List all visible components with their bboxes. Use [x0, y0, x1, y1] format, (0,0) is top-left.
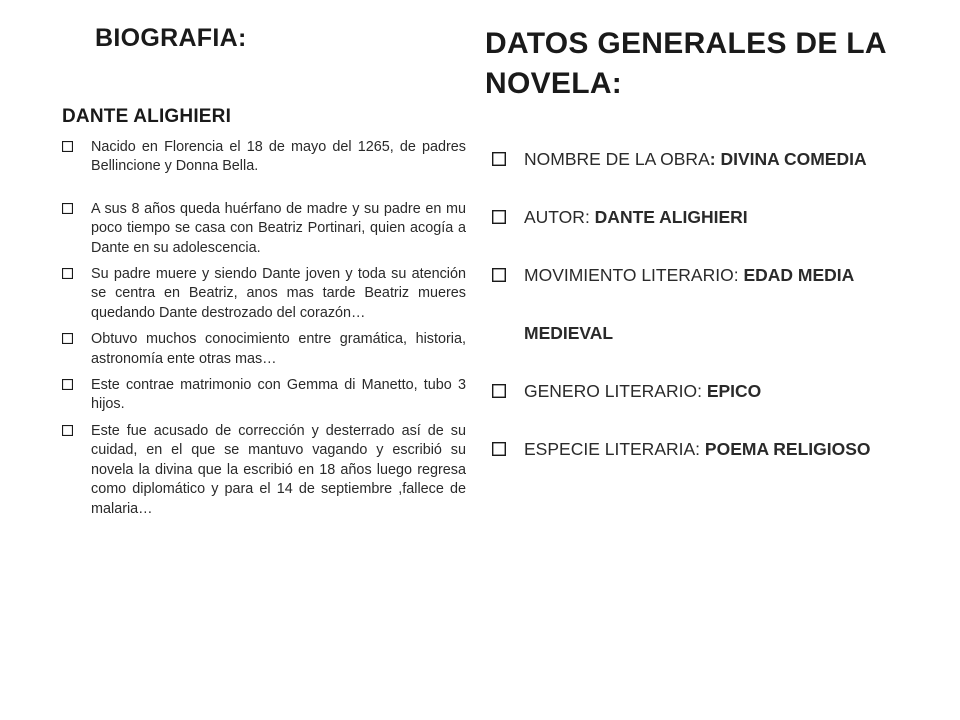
- checkbox-icon: [62, 425, 73, 436]
- biography-item-text: Este contrae matrimonio con Gemma di Manetto, tubo 3 hijos.: [91, 377, 466, 413]
- data-label: NOMBRE DE LA OBRA: [524, 149, 710, 169]
- biography-item: [62, 330, 466, 369]
- subject-name: DANTE ALIGHIERI: [62, 106, 232, 127]
- data-value: EDAD MEDIA MEDIEVAL: [524, 265, 854, 343]
- checkbox-icon: [62, 268, 73, 279]
- general-data-item: [490, 130, 930, 188]
- checkbox-icon: [492, 210, 506, 224]
- biography-item: [62, 376, 466, 415]
- biography-item: [62, 138, 466, 177]
- data-label: AUTOR: [524, 207, 585, 227]
- general-data-item: [490, 362, 930, 420]
- biography-title: BIOGRAFIA:: [95, 24, 247, 52]
- checkbox-icon: [62, 141, 73, 152]
- biography-item: [62, 200, 466, 258]
- checkbox-icon: [62, 379, 73, 390]
- data-label: MOVIMIENTO LITERARIO: [524, 265, 734, 285]
- checkbox-icon: [492, 268, 506, 282]
- biography-item-text: Obtuvo muchos conocimiento entre gramática, historia, astronomía ente otras mas…: [91, 331, 466, 367]
- checkbox-icon: [62, 203, 73, 214]
- general-data-item: [490, 420, 930, 478]
- general-data-list: [490, 130, 930, 478]
- data-value: POEMA RELIGIOSO: [704, 439, 871, 459]
- data-separator: :: [695, 439, 705, 459]
- data-separator: :: [697, 381, 707, 401]
- data-separator: :: [733, 265, 744, 285]
- biography-item: [62, 422, 466, 519]
- checkbox-icon: [62, 333, 73, 344]
- data-value: EPICO: [706, 381, 762, 401]
- general-data-title: DATOS GENERALES DE LA NOVELA:: [485, 27, 886, 100]
- data-value: DANTE ALIGHIERI: [594, 207, 748, 227]
- data-label: GENERO LITERARIO: [524, 381, 698, 401]
- data-separator: :: [584, 207, 595, 227]
- data-value: DIVINA COMEDIA: [720, 149, 867, 169]
- biography-item-text: Nacido en Florencia el 18 de mayo del 1265, de padres Bellincione y Donna Bella.: [91, 139, 466, 175]
- data-label: ESPECIE LITERARIA: [524, 439, 696, 459]
- checkbox-icon: [492, 384, 506, 398]
- biography-list: [62, 138, 466, 519]
- data-separator: :: [709, 149, 721, 169]
- biography-item-text: A sus 8 años queda huérfano de madre y su padre en mu poco tiempo se casa con Beatriz Portinari, quien acogía a Dante en su adolescencia.: [91, 200, 466, 256]
- general-data-item: [490, 246, 930, 362]
- biography-item-text: Su padre muere y siendo Dante joven y toda su atención se centra en Beatriz, anos mas tarde Beatriz mueres quedando Dante destrozado del corazón…: [91, 266, 466, 321]
- checkbox-icon: [492, 152, 506, 166]
- checkbox-icon: [492, 442, 506, 456]
- biography-item: [62, 265, 466, 323]
- general-data-item: [490, 188, 930, 246]
- biography-item-text: Este fue acusado de corrección y desterrado así de su cuidad, en el que se mantuvo vagando y escribió su novela la divina que la escribió en 18 años luego regresa como diplomático y para el 14 de septiembre ,fallece de malaria…: [91, 422, 466, 517]
